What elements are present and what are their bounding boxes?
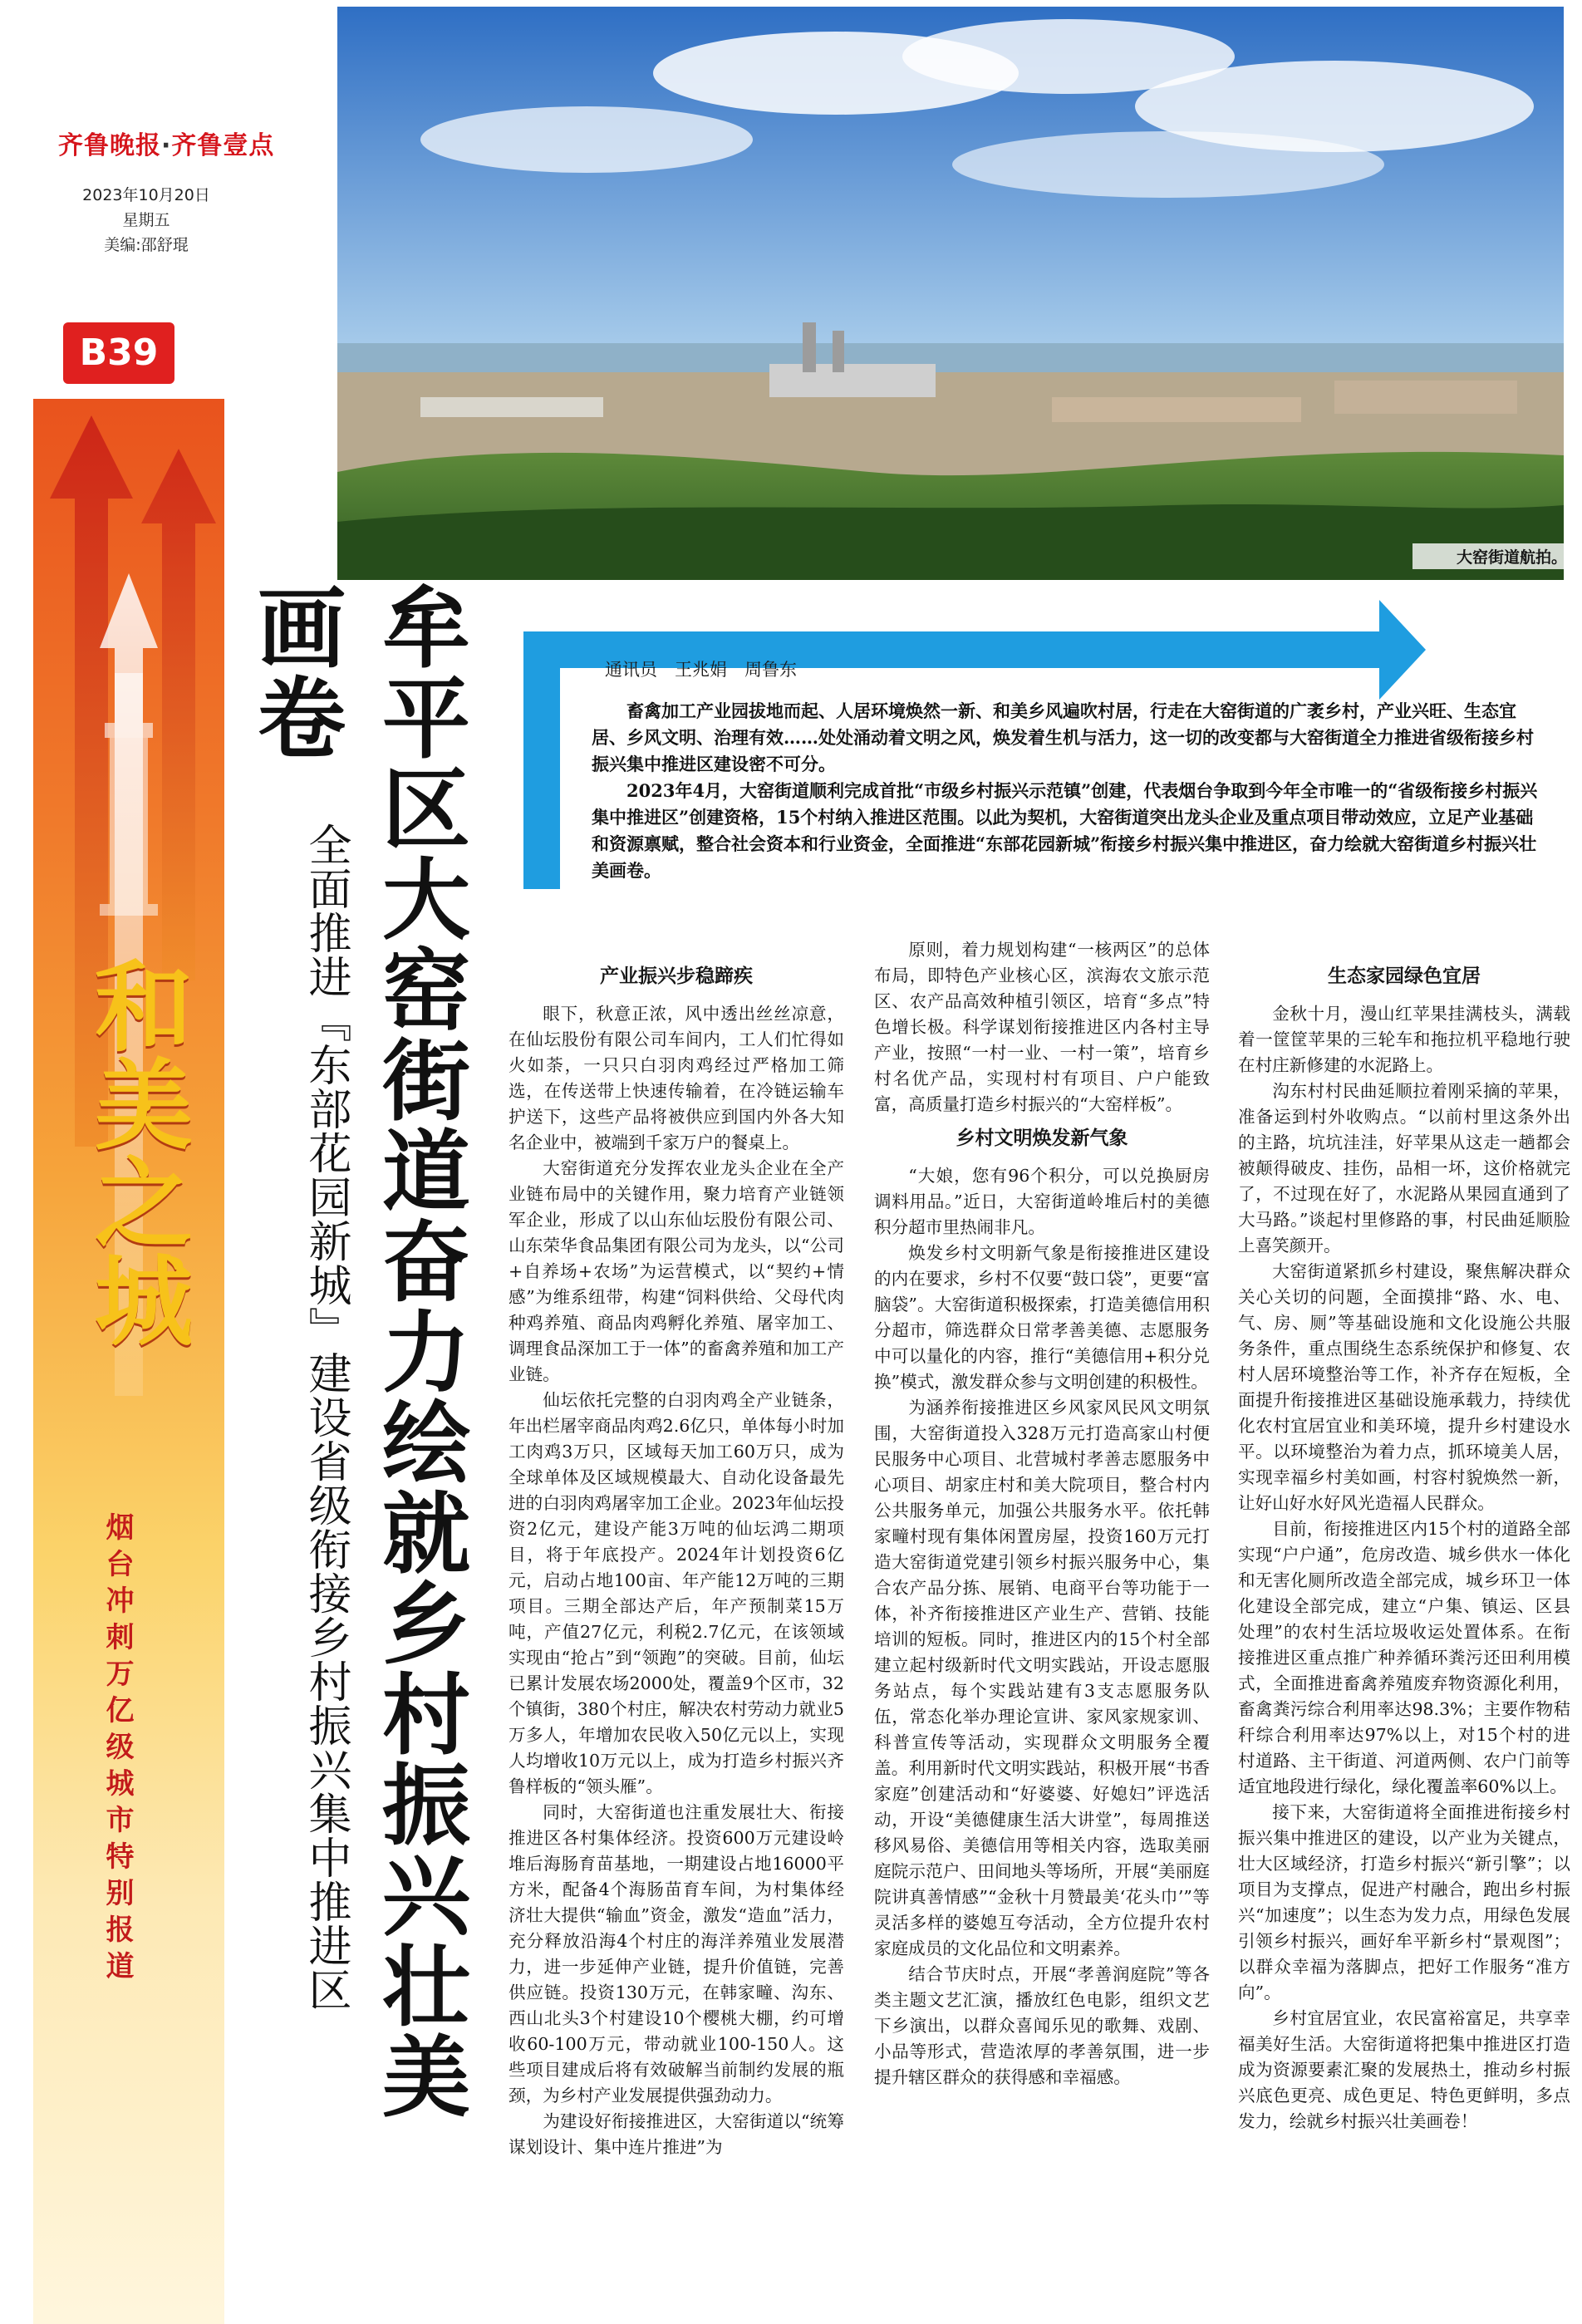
newspaper-logo xyxy=(58,125,275,160)
paragraph: 接下来，大窑街道将全面推进衔接乡村振兴集中推进区的建设，以产业为关键点，壮大区域经济，打造乡村振兴“新引擎”；以项目为支撑点，促进产村融合，跑出乡村振兴“加速度”；以生态为发力点，用绿色发展引领乡村振兴，画好牟平新乡村“景观图”；以群众幸福为落脚点，把好工作服务“准方向”。 xyxy=(1238,1802,1570,2002)
landscape-illustration xyxy=(337,7,1564,580)
paragraph: 乡村宜居宜业，农民富裕富足，共享幸福美好生活。大窑街道将把集中推进区打造成为资源要素汇聚的发展热土，推动乡村振兴底色更亮、成色更足、特色更鲜明，多点发力，绘就乡村振兴壮美画卷！ xyxy=(1238,2008,1570,2131)
lead-text-1: 畜禽加工产业园拔地而起、人居环境焕然一新、和美乡风遍吹村居，行走在大窑街道的广袤乡村，产业兴旺、生态宜居、乡风文明、治理有效……处处涌动着文明之风，焕发着生机与活力，这一切的改变都与大窑街道全力推进省级衔接乡村振兴集中推进区建设密不可分。 xyxy=(592,700,1534,774)
page-editor: 美编:邵舒琨 xyxy=(104,236,189,254)
paragraph: 大窑街道紧抓乡村建设，聚焦解决群众关心关切的问题，全面摸排“路、水、电、气、房、厕”等基础设施和文化设施公共服务条件，重点围绕生态系统保护和修复、农村人居环境整治等工作，补齐存在短板，全面提升衔接推进区基础设施承载力，持续优化农村宜居宜业和美环境，提升乡村建设水平。以环境整治为着力点，抓环境美人居，实现幸福乡村美如画，村容村貌焕然一新，让好山好水好风光造福人民群众。 xyxy=(1238,1261,1570,1513)
paragraph: 沟东村村民曲延顺拉着刚采摘的苹果，准备运到村外收购点。“以前村里这条外出的主路，坑坑洼洼，好苹果从这走一趟都会被颠得破皮、挂伤，品相一坏，这价格就完了，不过现在好了，水泥路从果园直通到了大马路。”谈起村里修路的事，村民曲延顺脸上喜笑颜开。 xyxy=(1238,1081,1570,1255)
decorative-ribbon xyxy=(33,399,224,2324)
paragraph: 原则，着力规划构建“一核两区”的总体布局，即特色产业核心区，滨海农文旅示范区、农产品高效种植引领区，培育“多点”特色增长极。科学谋划衔接推进区内各村主导产业，按照“一村一业、一村一策”，培育乡村名优产品，实现村村有项目、户户能致富，高质量打造乡村振兴的“大窑样板”。 xyxy=(874,940,1210,1114)
lead-text-2: 2023年4月，大窑街道顺利完成首批“市级乡村振兴示范镇”创建，代表烟台争取到今年全市唯一的“省级衔接乡村振兴集中推进区”创建资格，15个村纳入推进区范围。以此为契机，大窑街道突出龙头企业及重点项目带动效应，立足产业基础和资源禀赋，整合社会资本和行业资金，全面推进“东部花园新城”衔接乡村振兴集中推进区，奋力绘就大窑街道乡村振兴壮美画卷。 xyxy=(592,780,1538,881)
aerial-photo xyxy=(337,7,1564,580)
section-heading-ecology: 生态家园绿色宜居 xyxy=(1328,965,1481,987)
paragraph: 仙坛依托完整的白羽肉鸡全产业链条，年出栏屠宰商品肉鸡2.6亿只，单体每小时加工肉鸡3万只，区域每天加工60万只，成为全球单体及区域规模最大、自动化设备最先进的白羽肉鸡屠宰加工企业。2023年仙坛投资2亿元，建设产能3万吨的仙坛鸿二期项目，将于年底投产。2024年计划投资6亿元，启动占地100亩、年产能12万吨的三期项目。三期全部达产后，年产预制菜15万吨，产值27亿元，利税2.7亿元，在该领域实现由“抢占”到“领跑”的突破。目前，仙坛已累计发展农场2000处，覆盖9个区市，32个镇街，380个村庄，解决农村劳动力就业5万多人，年增加农民收入50亿元以上，实现人均增收10万元以上，成为打造乡村振兴齐鲁样板的“领头雁”。 xyxy=(508,1390,844,1796)
paragraph: “大娘，您有96个积分，可以兑换厨房调料用品。”近日，大窑街道岭堆后村的美德积分超市里热闹非凡。 xyxy=(874,1166,1210,1237)
paragraph: 为涵养衔接推进区乡风家风民风文明氛围，大窑街道投入328万元打造高家山村便民服务中心项目、北营城村孝善志愿服务中心项目、胡家庄村和美大院项目，整合村内公共服务单元，加强公共服务水平。依托韩家疃村现有集体闲置房屋，投资160万元打造大窑街道党建引领乡村振兴服务中心，集合农产品分拣、展销、电商平台等功能于一体，补齐衔接推进区产业生产、营销、技能培训的短板。同时，推进区内的15个村全部建立起村级新时代文明实践站，开设志愿服务站点，每个实践站建有3支志愿服务队伍，常态化举办理论宣讲、家风家规家训、科普宣传等活动，实现群众文明服务全覆盖。利用新时代文明实践站，积极开展“书香家庭”创建活动和“好婆婆、好媳妇”评选活动，开设“美德健康生活大讲堂”，每周推送移风易俗、美德信用等相关内容，选取美丽庭院示范户、田间地头等场所，开展“美丽庭院讲真善情感”“金秋十月赞最美‘花头巾’”等灵活多样的婆媳互夸活动，全方位提升农村家庭成员的文化品位和文明素养。 xyxy=(874,1398,1210,1958)
paragraph: 同时，大窑街道也注重发展壮大、衔接推进区各村集体经济。投资600万元建设岭堆后海肠育苗基地，一期建设占地16000平方米，配备4个海肠苗育车间，为村集体经济壮大提供“输血”资金，激发“造血”活力，充分释放沿海4个村庄的海洋养殖业发展潜力，进一步延伸产业链，提升价值链，完善供应链。投资130万元，在韩家疃、沟东、西山北头3个村建设10个樱桃大棚，约可增收60-100万元，带动就业100-150人。这些项目建成后将有效破解当前制约发展的瓶颈，为乡村产业发展提供强劲动力。 xyxy=(508,1802,844,2105)
article-column-2 xyxy=(874,937,1210,2091)
article-column-1 xyxy=(508,956,844,2160)
logo-right-text: 齐鲁壹点 xyxy=(171,131,275,160)
issue-date: 2023年10月20日 xyxy=(82,186,210,204)
subheadline: 全面推进『东部花园新城』建设省级衔接乡村振兴集中推进区 xyxy=(301,823,351,2012)
logo-separator: · xyxy=(161,131,172,160)
series-title: 和美之城 xyxy=(78,956,194,1348)
lead-paragraph-1 xyxy=(592,698,1539,884)
article-column-3 xyxy=(1238,956,1570,2135)
byline: 通讯员 王兆娟 周鲁东 xyxy=(605,660,797,680)
paragraph: 为建设好衔接推进区，大窑街道以“统筹谋划设计、集中连片推进”为 xyxy=(508,2111,844,2157)
issue-weekday: 星期五 xyxy=(122,211,170,229)
paragraph: 目前，衔接推进区内15个村的道路全部实现“户户通”，危房改造、城乡供水一体化和无害化厕所改造全部完成，城乡环卫一体化建设全部完成，建立“户集、镇运、区县处理”的农村生活垃圾收运处置体系。在衔接推进区重点推广种养循环粪污还田利用模式，全面推进畜禽养殖废弃物资源化利用，畜禽粪污综合利用率达98.3%；主要作物秸秆综合利用率达97%以上，对15个村的进村道路、主干街道、河道两侧、农户门前等适宜地段进行绿化，绿化覆盖率60%以上。 xyxy=(1238,1519,1570,1796)
paragraph: 焕发乡村文明新气象是衔接推进区建设的内在要求，乡村不仅要“鼓口袋”，更要“富脑袋”。大窑街道积极探索，打造美德信用积分超市，筛选群众日常孝善美德、志愿服务中可以量化的内容，推行“美德信用+积分兑换”模式，激发群众参与文明创建的积极性。 xyxy=(874,1243,1210,1392)
paragraph: 眼下，秋意正浓，风中透出丝丝凉意，在仙坛股份有限公司车间内，工人们忙得如火如荼，一只只白羽肉鸡经过严格加工筛选，在传送带上快速传输着，在冷链运输车护送下，这些产品将被供应到国内外各大知名企业中，被端到千家万户的餐桌上。 xyxy=(508,1004,844,1152)
section-heading-industry: 产业振兴步稳蹄疾 xyxy=(600,965,753,987)
paragraph: 金秋十月，漫山红苹果挂满枝头，满载着一筐筐苹果的三轮车和拖拉机平稳地行驶在村庄新修建的水泥路上。 xyxy=(1238,1004,1570,1075)
page-number-badge: B39 xyxy=(63,322,174,384)
headline: 牟平区大窑街道奋力绘就乡村振兴壮美画卷 xyxy=(243,582,472,2121)
arrow-graphic xyxy=(33,399,224,2324)
photo-caption: 大窑街道航拍。 xyxy=(1412,543,1572,569)
section-heading-culture: 乡村文明焕发新气象 xyxy=(956,1128,1128,1149)
series-subtitle: 烟台冲刺万亿级城市特别报道 xyxy=(101,1512,134,1987)
paragraph: 大窑街道充分发挥农业龙头企业在全产业链布局中的关键作用，聚力培育产业链领军企业，形成了以山东仙坛股份有限公司、山东荣华食品集团有限公司为龙头，以“公司+自养场+农场”为运营模式，以“契约+情感”为维系纽带，构建“饲料供给、父母代肉种鸡养殖、商品肉鸡孵化养殖、屠宰加工、调理食品深加工于一体”的畜禽养殖和加工产业链。 xyxy=(508,1158,844,1384)
logo-left-text: 齐鲁晚报 xyxy=(58,131,161,160)
paragraph: 结合节庆时点，开展“孝善润庭院”等各类主题文艺汇演，播放红色电影，组织文艺下乡演出，以群众喜闻乐见的歌舞、戏剧、小品等形式，营造浓厚的孝善氛围，进一步提升辖区群众的获得感和幸福感。 xyxy=(874,1964,1210,2087)
